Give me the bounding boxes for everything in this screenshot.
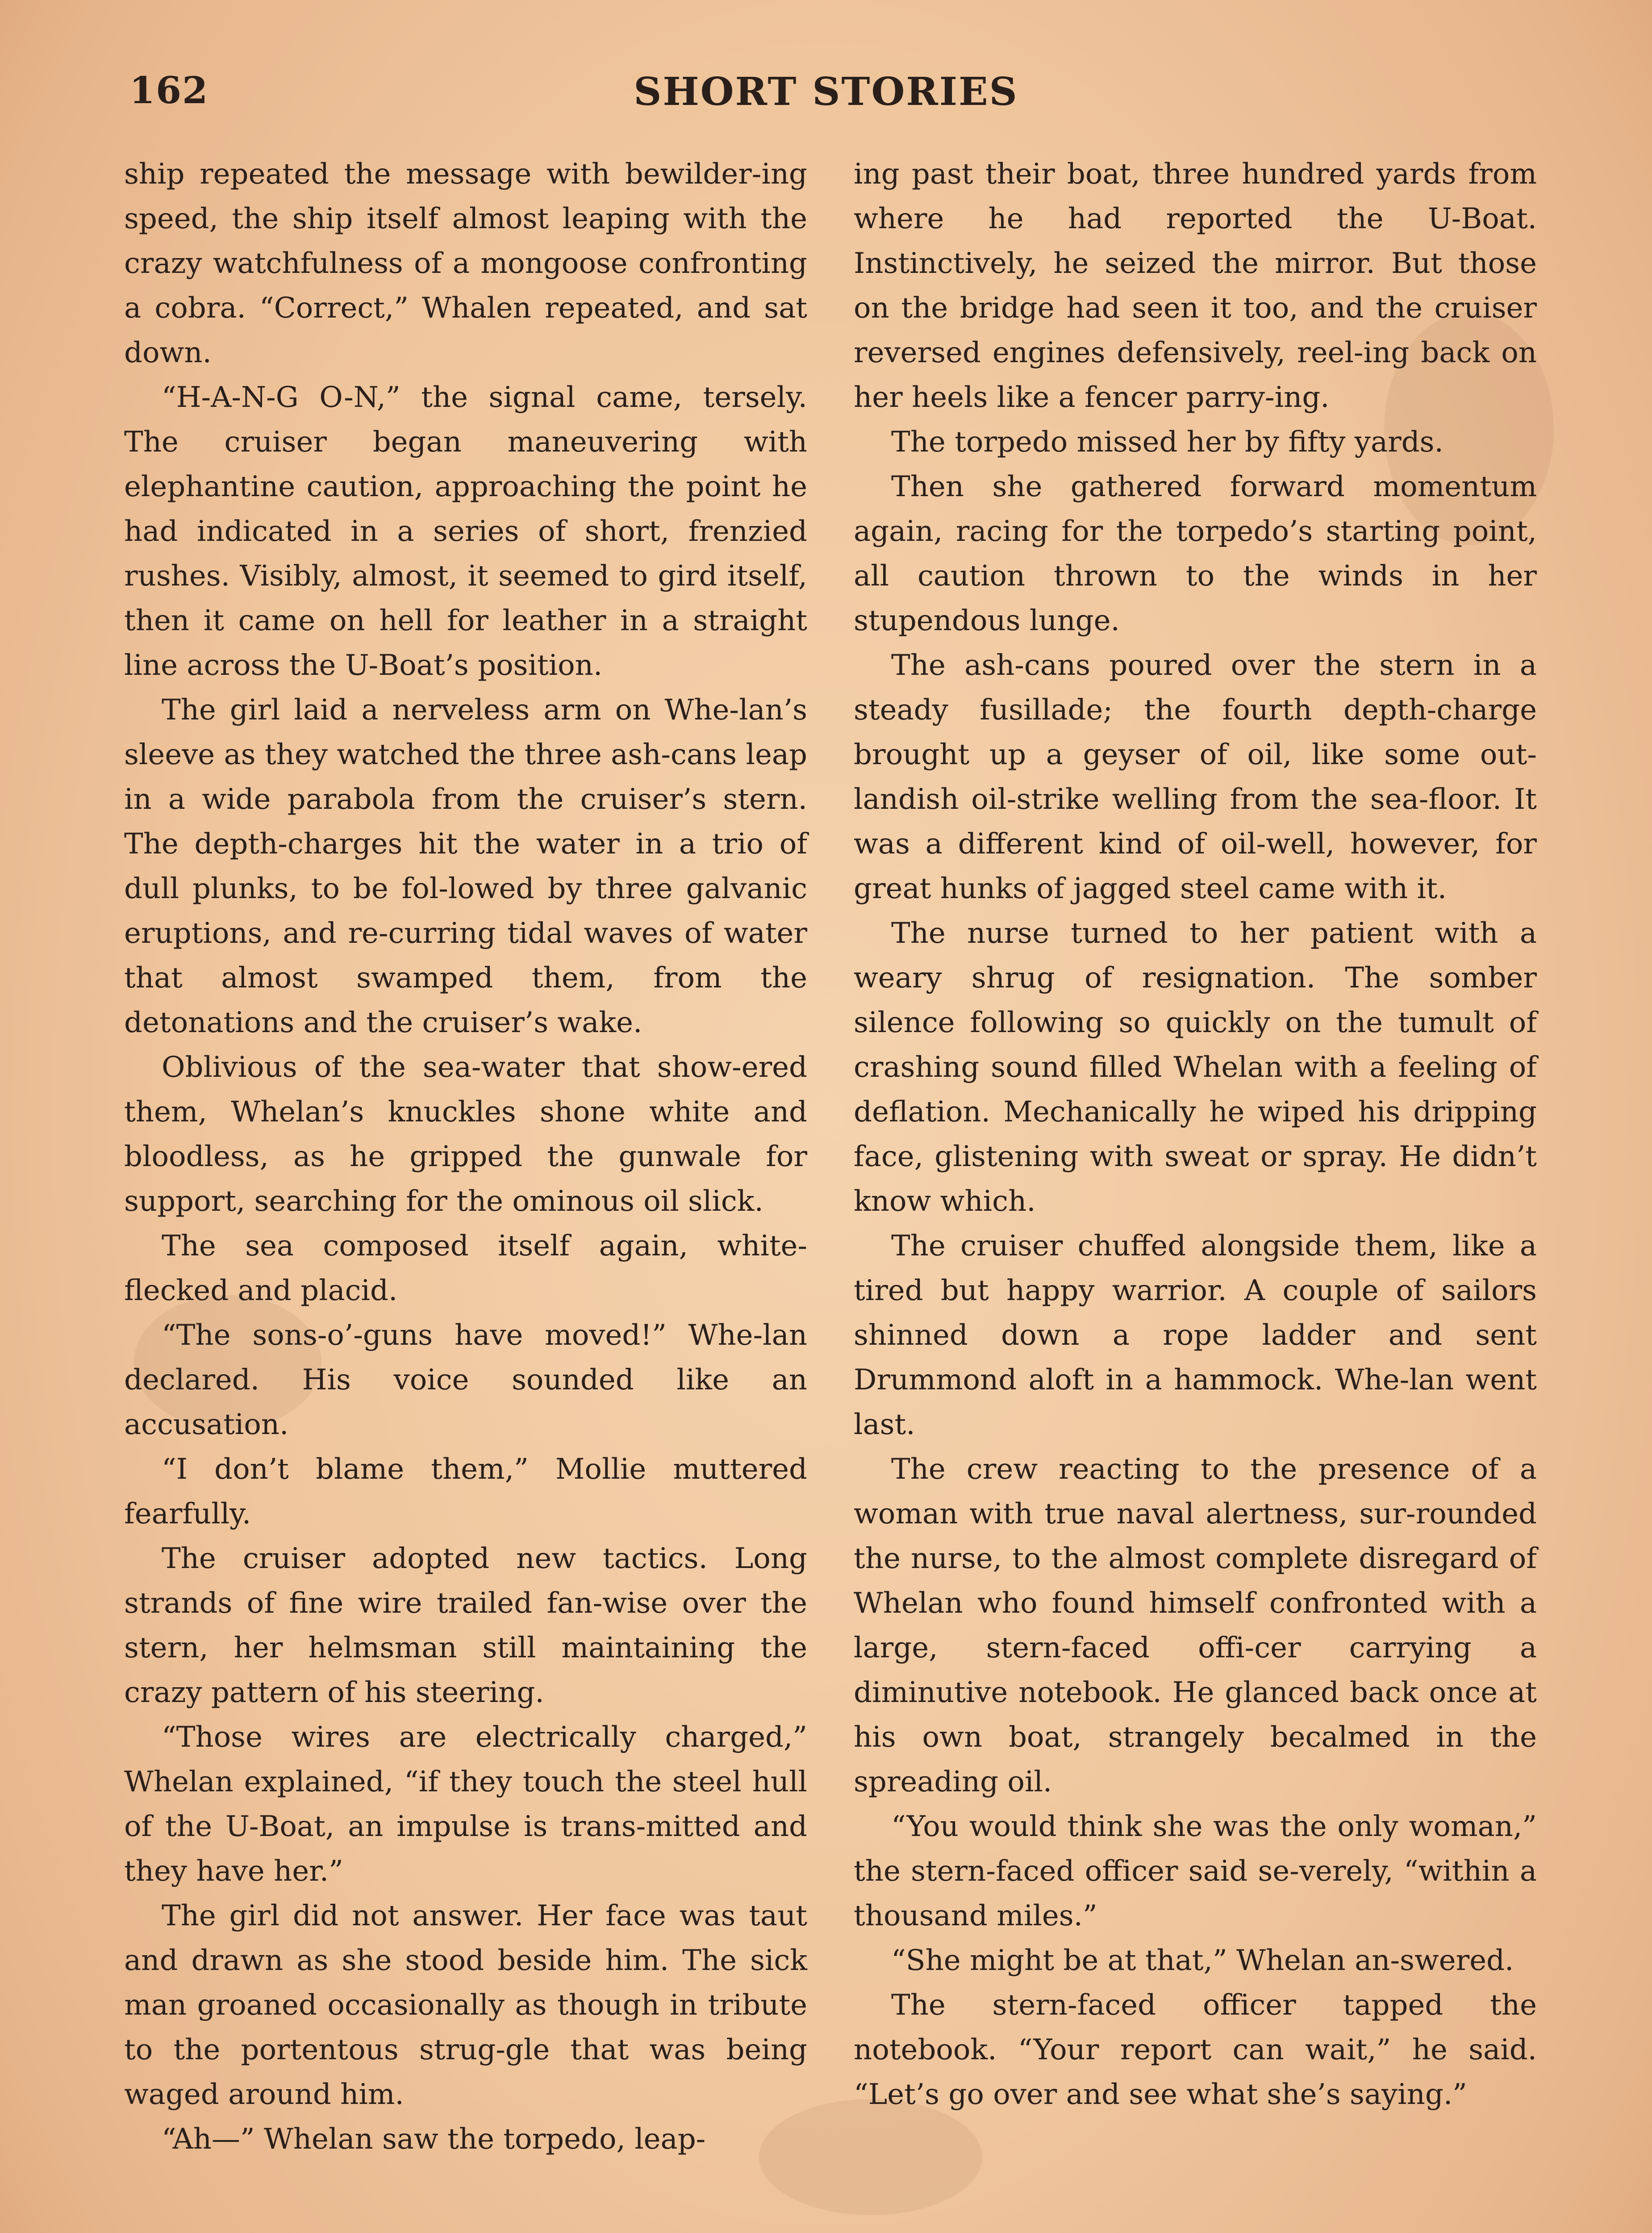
paragraph: “She might be at that,” Whelan an-swered. xyxy=(891,1944,1514,1977)
paragraph: The girl did not answer. Her face was taut and drawn as she stood beside him. The sick man groaned occasionally as though in tribute to the portentous strug-gle that was being waged around him. xyxy=(124,1899,807,2111)
paragraph: The stern-faced officer tapped the notebook. “Your report can wait,” he said. “Let’s go over and see what she’s saying.” xyxy=(854,1989,1537,2111)
paragraph: “H-A-N-G O-N,” the signal came, tersely. The cruiser began maneuvering with elephantine caution, approaching the point he had indicated in a series of short, frenzied rushes. Visibly, almost, it seemed to gird itself, then it came on hell for leather in a straight line across the U-Boat’s position. xyxy=(124,381,807,682)
paragraph: The cruiser chuffed alongside them, like a tired but happy warrior. A couple of sailors shinned down a rope ladder and sent Drummond aloft in a hammock. Whe-lan went last. xyxy=(854,1229,1537,1441)
paragraph: The crew reacting to the presence of a woman with true naval alertness, sur-rounded the nurse, to the almost complete disregard of Whelan who found himself confronted with a large, stern-faced offi-cer carrying a diminutive notebook. He glanced back once at his own boat, strangely becalmed in the spreading oil. xyxy=(854,1453,1537,1798)
paragraph: “You would think she was the only woman,” the stern-faced officer said se-verely, “within a thousand miles.” xyxy=(854,1810,1537,1932)
paragraph: ing past their boat, three hundred yards from where he had reported the U-Boat. Instinctively, he seized the mirror. But those on the bridge had seen it too, and the cruiser reversed engines defensively, reel-ing back on her heels like a fencer parry-ing. xyxy=(854,158,1537,414)
paragraph: “Ah—” Whelan saw the torpedo, leap- xyxy=(162,2123,706,2156)
running-title: SHORT STORIES xyxy=(634,69,1018,114)
paragraph: “The sons-o’-guns have moved!” Whe-lan declared. His voice sounded like an accusation. xyxy=(124,1319,807,1441)
paragraph: “I don’t blame them,” Mollie muttered fearfully. xyxy=(124,1453,807,1530)
paragraph: Then she gathered forward momentum again, racing for the torpedo’s starting point, all caution thrown to the winds in her stupendous lunge. xyxy=(854,470,1537,637)
paragraph: “Those wires are electrically charged,” Whelan explained, “if they touch the steel hull of the U-Boat, an impulse is trans-mitted and they have her.” xyxy=(124,1721,807,1888)
paragraph: The girl laid a nerveless arm on Whe-lan’s sleeve as they watched the three ash-cans leap in a wide parabola from the cruiser’s stern. The depth-charges hit the water in a trio of dull plunks, to be fol-lowed by three galvanic eruptions, and re-curring tidal waves of water that almost swamped them, from the detonations and the cruiser’s wake. xyxy=(124,694,807,1039)
paragraph: The cruiser adopted new tactics. Long strands of fine wire trailed fan-wise over the stern, her helmsman still maintaining the crazy pattern of his steering. xyxy=(124,1542,807,1709)
paragraph: ship repeated the message with bewilder-ing speed, the ship itself almost leaping with the crazy watchfulness of a mongoose confronting a cobra. “Correct,” Whalen repeated, and sat down. xyxy=(124,158,807,369)
paragraph: The torpedo missed her by fifty yards. xyxy=(891,426,1443,459)
paragraph: The nurse turned to her patient with a weary shrug of resignation. The somber silence following so quickly on the tumult of crashing sound filled Whelan with a feeling of deflation. Mechanically he wiped his dripping face, glistening with sweat or spray. He didn’t know which. xyxy=(854,917,1537,1218)
page-number: 162 xyxy=(129,69,209,112)
left-column xyxy=(124,152,807,2162)
paragraph: Oblivious of the sea-water that show-ered them, Whelan’s knuckles shone white and bloodless, as he gripped the gunwale for support, searching for the ominous oil slick. xyxy=(124,1051,807,1218)
right-column xyxy=(854,152,1537,2117)
paragraph: The sea composed itself again, white-flecked and placid. xyxy=(124,1229,807,1307)
paragraph: The ash-cans poured over the stern in a steady fusillade; the fourth depth-charge brought up a geyser of oil, like some out-landish oil-strike welling from the sea-floor. It was a different kind of oil-well, however, for great hunks of jagged steel came with it. xyxy=(854,649,1537,905)
